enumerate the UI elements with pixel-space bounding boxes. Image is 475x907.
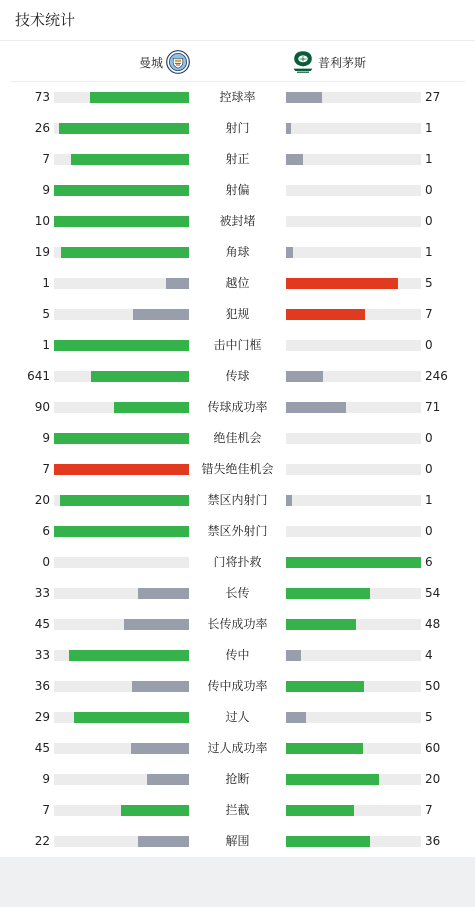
page-title: 技术统计	[0, 0, 475, 41]
stat-row	[0, 547, 475, 578]
stat-away-value: 1	[425, 245, 433, 259]
stat-home-bar	[132, 681, 189, 692]
stat-row	[0, 609, 475, 640]
stat-home-bar	[54, 464, 189, 475]
stat-row	[0, 175, 475, 206]
stat-away-bar	[286, 557, 421, 568]
stat-label: 错失绝佳机会	[201, 462, 274, 476]
stat-away-value: 36	[425, 834, 441, 848]
stat-home-bar	[138, 836, 189, 847]
stat-home-value: 9	[42, 431, 50, 445]
team-home-crest-icon	[166, 50, 190, 74]
stat-away-bar	[286, 774, 379, 785]
stat-away-bar-track	[286, 836, 421, 847]
stat-home-value: 22	[34, 834, 50, 848]
stat-away-bar-track	[286, 464, 421, 475]
stat-away-value: 0	[425, 524, 433, 538]
stat-label: 传球成功率	[207, 400, 268, 414]
stat-home-value: 20	[34, 493, 50, 507]
stat-away-value: 6	[425, 555, 433, 569]
stat-away-bar-track	[286, 433, 421, 444]
stat-row	[0, 113, 475, 144]
stat-label: 击中门框	[213, 338, 262, 352]
stat-away-bar-track	[286, 154, 421, 165]
stat-home-value: 7	[42, 803, 50, 817]
stat-away-value: 246	[425, 369, 448, 383]
stat-away-value: 0	[425, 338, 433, 352]
stat-home-value: 26	[34, 121, 50, 135]
stat-label: 射正	[225, 152, 250, 166]
stat-away-bar-track	[286, 805, 421, 816]
stat-home-bar	[71, 154, 189, 165]
stat-away-bar	[286, 278, 398, 289]
stat-home-value: 7	[42, 462, 50, 476]
stat-away-value: 7	[425, 307, 433, 321]
stat-away-bar-track	[286, 340, 421, 351]
stat-label: 犯规	[225, 307, 250, 321]
stat-home-bar-track	[54, 433, 189, 444]
stat-away-value: 1	[425, 121, 433, 135]
stat-row	[0, 640, 475, 671]
stat-home-bar	[90, 92, 189, 103]
stat-home-bar-track	[54, 495, 189, 506]
stat-home-value: 0	[42, 555, 50, 569]
stat-row	[0, 702, 475, 733]
stat-row	[0, 795, 475, 826]
stat-home-bar-track	[54, 309, 189, 320]
stat-home-bar-track	[54, 588, 189, 599]
stat-home-bar	[60, 495, 189, 506]
stat-away-bar	[286, 588, 370, 599]
stat-row	[0, 485, 475, 516]
stat-home-bar	[114, 402, 189, 413]
stat-home-bar	[133, 309, 189, 320]
team-home[interactable]	[139, 49, 190, 75]
stat-away-value: 0	[425, 214, 433, 228]
stat-row	[0, 454, 475, 485]
stat-row	[0, 206, 475, 237]
stat-home-bar-track	[54, 526, 189, 537]
stat-away-value: 54	[425, 586, 441, 600]
stat-home-value: 90	[34, 400, 50, 414]
stat-home-value: 1	[42, 276, 50, 290]
stat-home-bar	[91, 371, 189, 382]
stat-away-bar-track	[286, 526, 421, 537]
stat-home-value: 33	[34, 586, 50, 600]
team-away-crest-icon	[291, 50, 315, 74]
stat-home-bar	[124, 619, 189, 630]
stat-label: 传中	[225, 648, 250, 662]
stat-row	[0, 268, 475, 299]
stat-home-bar-track	[54, 836, 189, 847]
stat-away-value: 0	[425, 462, 433, 476]
stat-away-bar-track	[286, 681, 421, 692]
stat-home-bar-track	[54, 154, 189, 165]
stat-label: 解围	[225, 834, 250, 848]
stat-away-bar	[286, 619, 356, 630]
stat-home-bar	[69, 650, 189, 661]
stat-row	[0, 826, 475, 857]
stat-away-bar	[286, 650, 301, 661]
stat-home-value: 9	[42, 772, 50, 786]
stat-home-bar-track	[54, 216, 189, 227]
stat-home-value: 1	[42, 338, 50, 352]
stat-away-bar	[286, 309, 365, 320]
stat-home-value: 73	[34, 90, 50, 104]
stat-label: 抢断	[225, 772, 250, 786]
stat-away-bar	[286, 743, 363, 754]
stat-away-value: 4	[425, 648, 433, 662]
stat-row	[0, 578, 475, 609]
stat-away-value: 50	[425, 679, 441, 693]
stat-row	[0, 82, 475, 113]
stat-away-bar	[286, 402, 346, 413]
stat-away-bar	[286, 681, 364, 692]
stat-away-bar	[286, 247, 293, 258]
stat-away-value: 27	[425, 90, 441, 104]
stat-home-bar	[59, 123, 189, 134]
stat-home-value: 641	[27, 369, 50, 383]
stat-home-bar-track	[54, 371, 189, 382]
stat-away-bar-track	[286, 743, 421, 754]
stat-away-value: 71	[425, 400, 441, 414]
stat-home-bar	[54, 185, 189, 196]
team-away[interactable]	[291, 49, 366, 75]
stat-home-bar-track	[54, 464, 189, 475]
stat-label: 射偏	[225, 183, 250, 197]
stat-home-bar-track	[54, 402, 189, 413]
stat-home-bar	[131, 743, 189, 754]
stat-home-value: 7	[42, 152, 50, 166]
stat-away-bar-track	[286, 495, 421, 506]
stat-label: 角球	[225, 245, 250, 259]
stat-away-bar	[286, 836, 370, 847]
stat-away-value: 1	[425, 152, 433, 166]
stat-home-value: 10	[34, 214, 50, 228]
stat-home-value: 9	[42, 183, 50, 197]
stat-away-value: 5	[425, 276, 433, 290]
stat-home-bar	[166, 278, 189, 289]
stat-home-bar	[54, 340, 189, 351]
stat-away-bar-track	[286, 92, 421, 103]
stat-away-bar	[286, 154, 303, 165]
stat-label: 传中成功率	[207, 679, 268, 693]
stat-home-bar-track	[54, 123, 189, 134]
stat-label: 长传成功率	[207, 617, 268, 631]
stat-away-bar-track	[286, 650, 421, 661]
stat-label: 长传	[225, 586, 250, 600]
stat-home-bar-track	[54, 278, 189, 289]
stat-label: 被封堵	[219, 214, 256, 228]
stat-away-bar-track	[286, 619, 421, 630]
stat-home-bar-track	[54, 619, 189, 630]
stat-label: 门将扑救	[213, 555, 262, 569]
stat-away-bar-track	[286, 712, 421, 723]
stat-away-bar	[286, 123, 291, 134]
stat-home-bar-track	[54, 185, 189, 196]
stat-away-bar-track	[286, 557, 421, 568]
stat-away-bar-track	[286, 185, 421, 196]
stat-away-value: 7	[425, 803, 433, 817]
stat-row	[0, 733, 475, 764]
stat-home-bar-track	[54, 681, 189, 692]
stat-away-value: 0	[425, 431, 433, 445]
stat-home-bar	[74, 712, 189, 723]
stat-away-value: 0	[425, 183, 433, 197]
stat-home-bar-track	[54, 557, 189, 568]
stat-away-value: 20	[425, 772, 441, 786]
stat-row	[0, 423, 475, 454]
stat-away-bar-track	[286, 123, 421, 134]
stat-row	[0, 671, 475, 702]
stat-home-bar	[147, 774, 189, 785]
stat-away-bar-track	[286, 247, 421, 258]
stat-home-bar-track	[54, 774, 189, 785]
stat-home-bar-track	[54, 92, 189, 103]
stat-away-bar-track	[286, 588, 421, 599]
stat-home-value: 45	[34, 617, 50, 631]
stat-away-bar	[286, 495, 292, 506]
stat-label: 禁区内射门	[207, 493, 268, 507]
stat-row	[0, 392, 475, 423]
stat-home-value: 19	[34, 245, 50, 259]
stat-home-bar	[61, 247, 189, 258]
stat-home-bar-track	[54, 743, 189, 754]
stat-home-bar	[54, 433, 189, 444]
stat-row	[0, 764, 475, 795]
stat-away-bar	[286, 92, 322, 103]
stat-home-value: 29	[34, 710, 50, 724]
stat-home-bar-track	[54, 712, 189, 723]
stat-label: 禁区外射门	[207, 524, 268, 538]
stat-home-value: 36	[34, 679, 50, 693]
stat-away-bar-track	[286, 309, 421, 320]
stat-label: 绝佳机会	[213, 431, 262, 445]
stat-away-value: 5	[425, 710, 433, 724]
stat-label: 过人成功率	[207, 741, 268, 755]
stat-home-bar	[138, 588, 189, 599]
stat-away-value: 48	[425, 617, 441, 631]
stat-away-bar	[286, 805, 354, 816]
stat-home-value: 33	[34, 648, 50, 662]
stat-label: 过人	[225, 710, 250, 724]
team-header	[10, 41, 465, 82]
stat-home-bar	[121, 805, 189, 816]
stat-away-bar-track	[286, 402, 421, 413]
stat-home-bar-track	[54, 650, 189, 661]
team-away-name: 普利茅斯	[318, 55, 367, 70]
stat-home-value: 45	[34, 741, 50, 755]
stat-home-bar-track	[54, 805, 189, 816]
stat-away-value: 60	[425, 741, 441, 755]
stat-away-bar	[286, 712, 306, 723]
stat-away-bar-track	[286, 278, 421, 289]
stat-row	[0, 237, 475, 268]
stat-label: 传球	[225, 369, 250, 383]
stat-label: 越位	[225, 276, 250, 290]
stat-label: 控球率	[219, 90, 256, 104]
stat-row	[0, 361, 475, 392]
stat-away-bar-track	[286, 371, 421, 382]
stat-home-bar	[54, 526, 189, 537]
stat-home-bar	[54, 216, 189, 227]
stat-row	[0, 144, 475, 175]
stat-label: 射门	[225, 121, 250, 135]
stat-away-bar	[286, 371, 323, 382]
stat-row	[0, 516, 475, 547]
stat-label: 拦截	[225, 803, 250, 817]
stat-home-bar-track	[54, 247, 189, 258]
stats-list	[0, 82, 475, 857]
stat-row	[0, 330, 475, 361]
stat-away-bar-track	[286, 216, 421, 227]
stat-away-bar-track	[286, 774, 421, 785]
stat-home-value: 5	[42, 307, 50, 321]
stat-away-value: 1	[425, 493, 433, 507]
stat-home-value: 6	[42, 524, 50, 538]
stat-home-bar-track	[54, 340, 189, 351]
stat-row	[0, 299, 475, 330]
team-home-name: 曼城	[138, 55, 163, 70]
